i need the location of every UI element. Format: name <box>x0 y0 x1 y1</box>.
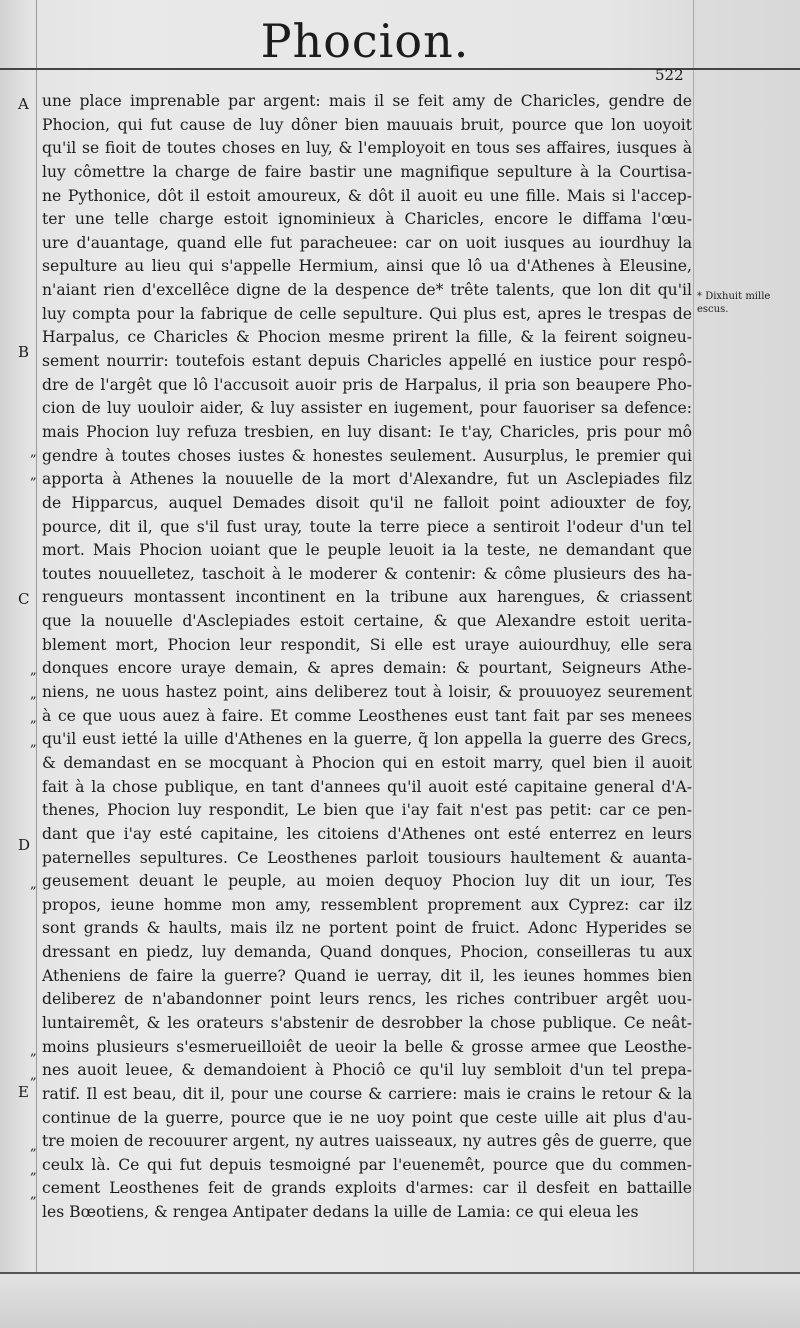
page-number: 522 <box>655 66 684 84</box>
quote-mark: „ <box>30 735 37 750</box>
text-line: propos, ieune homme mon amy, ressemblent proprement aux Cyprez: car ilz <box>42 895 692 914</box>
text-line: Atheniens de faire la guerre? Quand ie uerray, dit il, les ieunes hommes bien <box>42 966 692 985</box>
text-line: Phocion, qui fut cause de luy dôner bien mauuais bruit, pource que lon uoyoit <box>42 115 692 134</box>
text-line: ceulx là. Ce qui fut depuis tesmoigné par l'euenemêt, pource que du commen- <box>42 1155 692 1174</box>
text-line: qu'il eust ietté la uille d'Athenes en la guerre, q̃ lon appella la guerre des Grecs, <box>42 730 692 749</box>
text-line: donques encore uraye demain, & apres demain: & pourtant, Seigneurs Athe- <box>42 659 692 678</box>
quote-mark: „ <box>30 1068 37 1083</box>
text-line: dressant en piedz, luy demanda, Quand donques, Phocion, conseilleras tu aux <box>42 943 692 962</box>
text-line: pource, dit il, que s'il fust uray, toute la terre piece a sentiroit l'odeur d'un tel <box>42 517 692 536</box>
margin-letter-a: A <box>18 95 29 113</box>
text-line: dre de l'argêt que lô l'accusoit auoir pris de Harpalus, il pria son beaupere Pho- <box>42 375 692 394</box>
text-line: cion de luy uouloir aider, & luy assister en iugement, pour fauoriser sa defence: <box>42 399 692 418</box>
quote-mark: „ <box>30 445 37 460</box>
right-margin-rule <box>693 0 694 1328</box>
text-line: ter une telle charge estoit ignominieux à Charicles, encore le diffama l'œu- <box>42 210 692 229</box>
quote-mark: „ <box>30 663 37 678</box>
text-line: nes auoit leuee, & demandoient à Phociô ce qu'il luy sembloit d'un tel prepa- <box>42 1061 692 1080</box>
page-bottom-margin <box>0 1274 800 1328</box>
margin-letter-b: B <box>18 343 30 361</box>
text-line: deliberez de n'abandonner point leurs rencs, les riches contribuer argêt uou- <box>42 990 692 1009</box>
quote-mark: „ <box>30 1139 37 1154</box>
text-line: gendre à toutes choses iustes & honestes seulement. Ausurplus, le premier qui <box>42 446 692 465</box>
text-line: luntairemêt, & les orateurs s'abstenir de desrobber la chose publique. Ce neât- <box>42 1013 692 1032</box>
text-line: à ce que uous auez à faire. Et comme Leosthenes eust tant fait par ses menees <box>42 706 692 725</box>
text-line: tre moien de recouurer argent, ny autres uaisseaux, ny autres gês de guerre, que <box>42 1132 692 1151</box>
quote-mark: „ <box>30 468 37 483</box>
text-line: les Bœotiens, & rengea Antipater dedans la uille de Lamia: ce qui eleua les <box>42 1203 639 1222</box>
text-line: luy cômettre la charge de faire bastir une magnifique sepulture à la Courtisa- <box>42 162 692 181</box>
text-line: sont grands & haults, mais ilz ne portent point de fruict. Adonc Hyperides se <box>42 919 692 938</box>
text-line: fait à la chose publique, en tant d'annees qu'il auoit esté capitaine general d'A- <box>42 777 692 796</box>
marginal-note-text: Dixhuit mille escus. <box>697 291 771 315</box>
running-head-title: Phocion. <box>260 14 470 68</box>
text-line: blement mort, Phocion leur respondit, Si elle est uraye auiourdhuy, elle sera <box>42 635 692 654</box>
marginal-note <box>697 290 797 316</box>
text-line: sement nourrir: toutefois estant depuis Charicles appellé en iustice pour respô- <box>42 352 692 371</box>
text-line: toutes nouuelletez, taschoit à le moderer & contenir: & côme plusieurs des ha- <box>42 564 692 583</box>
text-line: moins plusieurs s'esmerueilloiêt de ueoir la belle & grosse armee que Leosthe- <box>42 1037 692 1056</box>
text-line: rengueurs montassent incontinent en la tribune aux harengues, & criassent <box>42 588 692 607</box>
margin-letter-d: D <box>18 836 31 854</box>
text-line: & demandast en se mocquant à Phocion qui en estoit marry, quel bien il auoit <box>42 753 692 772</box>
text-line: geusement deuant le peuple, au moien dequoy Phocion luy dit un iour, Tes <box>42 872 692 891</box>
text-line: une place imprenable par argent: mais il se feit amy de Charicles, gendre de <box>42 92 692 110</box>
text-line: ne Pythonice, dôt il estoit amoureux, & dôt il auoit eu une fille. Mais si l'accep- <box>42 186 692 205</box>
text-line: dant que i'ay esté capitaine, les citoiens d'Athenes ont esté enterrez en leurs <box>42 824 692 843</box>
text-line: ure d'auantage, quand elle fut paracheuee: car on uoit iusques au iourdhuy la <box>42 233 692 252</box>
text-line: ratif. Il est beau, dit il, pour une course & carriere: mais ie crains le retour & la <box>42 1084 692 1103</box>
margin-letter-c: C <box>18 590 30 608</box>
text-line: que la nouuelle d'Asclepiades estoit certaine, & que Alexandre estoit uerita- <box>42 612 692 631</box>
text-line: mort. Mais Phocion uoiant que le peuple leuoit ia la teste, ne demandant que <box>42 541 692 560</box>
quote-mark: „ <box>30 1163 37 1178</box>
marginal-note-mark: * <box>697 291 702 302</box>
text-line: apporta à Athenes la nouuelle de la mort d'Alexandre, fut un Asclepiades filz <box>42 470 692 489</box>
text-line: thenes, Phocion luy respondit, Le bien que i'ay fait n'est pas petit: car ce pen- <box>42 801 692 820</box>
text-line: luy compta pour la fabrique de celle sepulture. Qui plus est, apres le trespas de <box>42 304 692 323</box>
text-line: niens, ne uous hastez point, ains deliberez tout à loisir, & prouuoyez seurement <box>42 683 692 702</box>
text-line: Harpalus, ce Charicles & Phocion mesme prirent la fille, & la feirent soigneu- <box>42 328 692 347</box>
text-line: paternelles sepultures. Ce Leosthenes parloit tousiours haultement & auanta- <box>42 848 692 867</box>
text-line: de Hipparcus, auquel Demades disoit qu'il ne falloit point adiouxter de foy, <box>42 493 692 512</box>
quote-mark: „ <box>30 687 37 702</box>
text-line: cement Leosthenes feit de grands exploits d'armes: car il desfeit en battaille <box>42 1179 692 1198</box>
text-line: n'aiant rien d'excellêce digne de la despence de* trête talents, que lon dit qu'il <box>42 281 692 300</box>
quote-mark: „ <box>30 1187 37 1202</box>
quote-mark: „ <box>30 711 37 726</box>
quote-mark: „ <box>30 877 37 892</box>
text-line: continue de la guerre, pource que ie ne uoy point que ceste uille ait plus d'au- <box>42 1108 692 1127</box>
margin-letter-e: E <box>18 1083 29 1101</box>
text-line: qu'il se fioit de toutes choses en luy, & l'employoit en tous ses affaires, iusques à <box>42 139 692 158</box>
body-text <box>42 90 692 1225</box>
text-line: mais Phocion luy refuza tresbien, en luy disant: Ie t'ay, Charicles, pris pour mô <box>42 422 692 441</box>
text-line: sepulture au lieu qui s'appelle Hermium, ainsi que lô ua d'Athenes à Eleusine, <box>42 257 692 276</box>
quote-mark: „ <box>30 1044 37 1059</box>
